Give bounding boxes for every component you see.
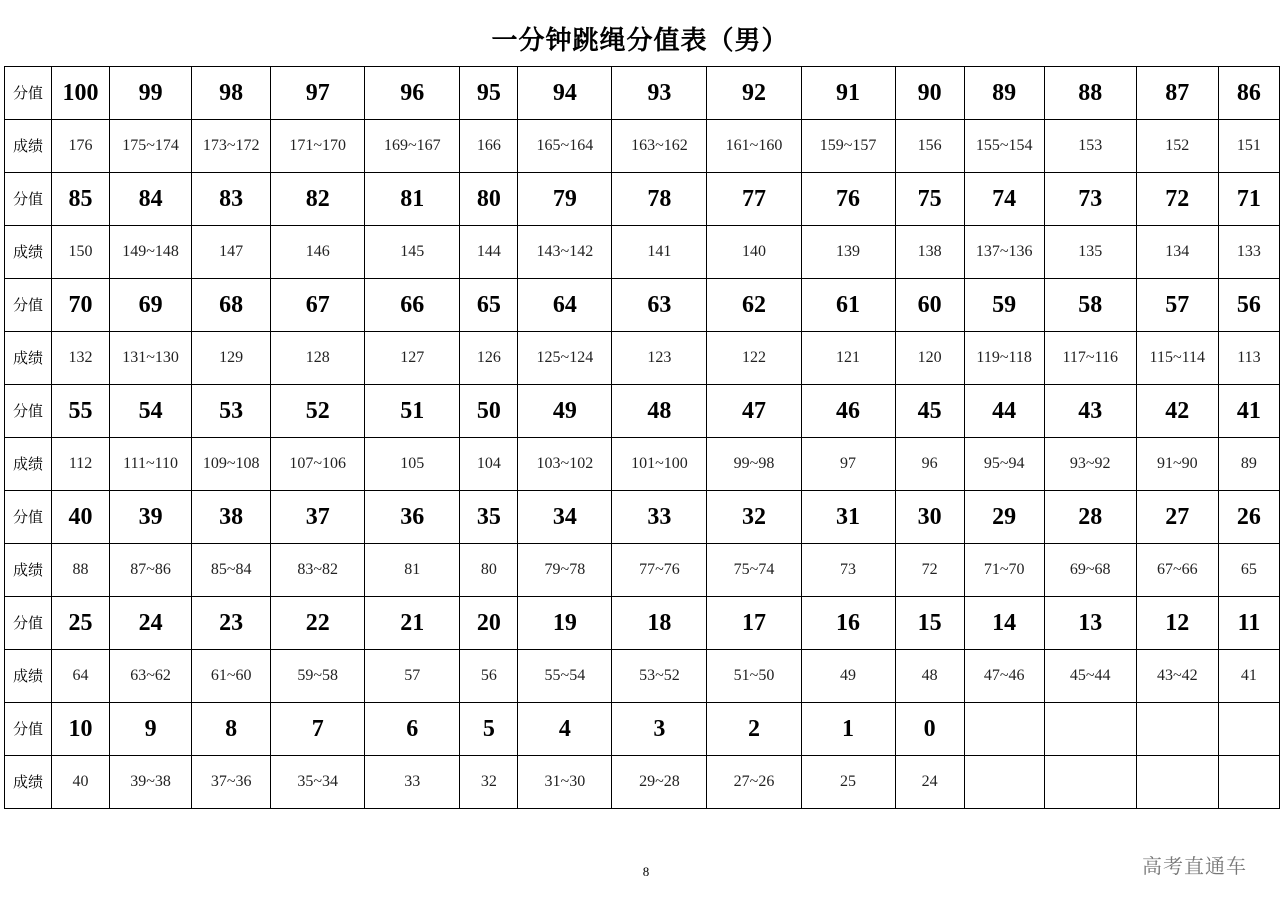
score-cell: 26 <box>1218 491 1279 544</box>
result-cell: 91~90 <box>1136 438 1218 491</box>
score-cell: 94 <box>518 67 612 120</box>
score-cell: 59 <box>964 279 1044 332</box>
score-cell: 48 <box>612 385 707 438</box>
result-cell: 137~136 <box>964 226 1044 279</box>
result-cell: 95~94 <box>964 438 1044 491</box>
score-cell: 30 <box>895 491 964 544</box>
result-cell: 47~46 <box>964 650 1044 703</box>
result-cell: 57 <box>365 650 460 703</box>
result-cell: 33 <box>365 756 460 809</box>
score-cell: 42 <box>1136 385 1218 438</box>
score-cell: 80 <box>460 173 518 226</box>
result-cell: 45~44 <box>1044 650 1136 703</box>
score-cell: 84 <box>110 173 192 226</box>
result-cell: 138 <box>895 226 964 279</box>
score-row-label: 分值 <box>5 491 52 544</box>
score-cell: 99 <box>110 67 192 120</box>
score-row-label: 分值 <box>5 597 52 650</box>
score-cell: 100 <box>52 67 110 120</box>
score-cell: 32 <box>707 491 801 544</box>
score-cell: 21 <box>365 597 460 650</box>
result-cell: 56 <box>460 650 518 703</box>
score-cell: 87 <box>1136 67 1218 120</box>
result-cell: 64 <box>52 650 110 703</box>
result-cell: 145 <box>365 226 460 279</box>
result-cell: 25 <box>801 756 895 809</box>
result-cell: 97 <box>801 438 895 491</box>
result-cell <box>1044 756 1136 809</box>
result-cell: 150 <box>52 226 110 279</box>
score-cell: 77 <box>707 173 801 226</box>
score-cell: 12 <box>1136 597 1218 650</box>
result-cell: 88 <box>52 544 110 597</box>
result-row <box>5 756 1280 809</box>
result-cell: 81 <box>365 544 460 597</box>
score-cell: 24 <box>110 597 192 650</box>
score-row-label: 分值 <box>5 173 52 226</box>
score-cell: 93 <box>612 67 707 120</box>
score-cell: 98 <box>192 67 271 120</box>
score-cell: 8 <box>192 703 271 756</box>
score-cell: 66 <box>365 279 460 332</box>
score-cell: 17 <box>707 597 801 650</box>
result-cell: 161~160 <box>707 120 801 173</box>
result-cell: 93~92 <box>1044 438 1136 491</box>
result-cell: 149~148 <box>110 226 192 279</box>
score-cell: 16 <box>801 597 895 650</box>
result-cell: 146 <box>271 226 365 279</box>
score-cell: 54 <box>110 385 192 438</box>
score-cell: 25 <box>52 597 110 650</box>
score-row <box>5 491 1280 544</box>
score-cell <box>1136 703 1218 756</box>
result-cell: 77~76 <box>612 544 707 597</box>
result-cell: 112 <box>52 438 110 491</box>
result-cell: 163~162 <box>612 120 707 173</box>
result-cell: 24 <box>895 756 964 809</box>
score-cell: 67 <box>271 279 365 332</box>
result-cell: 134 <box>1136 226 1218 279</box>
score-cell: 31 <box>801 491 895 544</box>
result-cell: 111~110 <box>110 438 192 491</box>
result-cell: 109~108 <box>192 438 271 491</box>
score-cell: 96 <box>365 67 460 120</box>
score-cell: 57 <box>1136 279 1218 332</box>
result-cell: 87~86 <box>110 544 192 597</box>
score-cell: 97 <box>271 67 365 120</box>
result-cell: 143~142 <box>518 226 612 279</box>
score-cell: 20 <box>460 597 518 650</box>
result-row-label: 成绩 <box>5 650 52 703</box>
result-cell: 103~102 <box>518 438 612 491</box>
score-cell: 65 <box>460 279 518 332</box>
score-cell: 0 <box>895 703 964 756</box>
score-cell: 40 <box>52 491 110 544</box>
result-cell: 99~98 <box>707 438 801 491</box>
score-cell: 34 <box>518 491 612 544</box>
result-cell: 79~78 <box>518 544 612 597</box>
score-cell: 52 <box>271 385 365 438</box>
score-cell: 69 <box>110 279 192 332</box>
score-row <box>5 173 1280 226</box>
result-cell: 63~62 <box>110 650 192 703</box>
result-cell: 61~60 <box>192 650 271 703</box>
score-cell: 55 <box>52 385 110 438</box>
result-cell: 140 <box>707 226 801 279</box>
score-cell: 1 <box>801 703 895 756</box>
result-cell: 29~28 <box>612 756 707 809</box>
result-cell: 151 <box>1218 120 1279 173</box>
score-table <box>4 66 1280 809</box>
result-cell: 96 <box>895 438 964 491</box>
result-cell: 48 <box>895 650 964 703</box>
score-cell: 83 <box>192 173 271 226</box>
score-cell: 2 <box>707 703 801 756</box>
score-cell: 88 <box>1044 67 1136 120</box>
score-cell: 9 <box>110 703 192 756</box>
score-cell: 76 <box>801 173 895 226</box>
result-cell: 141 <box>612 226 707 279</box>
result-row <box>5 332 1280 385</box>
result-cell: 71~70 <box>964 544 1044 597</box>
score-cell: 71 <box>1218 173 1279 226</box>
result-cell <box>1136 756 1218 809</box>
result-cell: 31~30 <box>518 756 612 809</box>
score-cell <box>1044 703 1136 756</box>
score-cell: 27 <box>1136 491 1218 544</box>
result-cell: 104 <box>460 438 518 491</box>
score-cell: 49 <box>518 385 612 438</box>
result-cell: 120 <box>895 332 964 385</box>
score-cell: 51 <box>365 385 460 438</box>
result-cell: 131~130 <box>110 332 192 385</box>
result-cell: 27~26 <box>707 756 801 809</box>
result-cell: 53~52 <box>612 650 707 703</box>
result-row <box>5 226 1280 279</box>
result-cell: 72 <box>895 544 964 597</box>
result-cell: 67~66 <box>1136 544 1218 597</box>
result-cell: 155~154 <box>964 120 1044 173</box>
score-cell: 89 <box>964 67 1044 120</box>
score-cell: 78 <box>612 173 707 226</box>
result-cell: 117~116 <box>1044 332 1136 385</box>
result-cell: 176 <box>52 120 110 173</box>
score-cell: 85 <box>52 173 110 226</box>
result-cell: 175~174 <box>110 120 192 173</box>
score-row-label: 分值 <box>5 385 52 438</box>
score-cell: 61 <box>801 279 895 332</box>
result-cell: 129 <box>192 332 271 385</box>
result-cell: 126 <box>460 332 518 385</box>
score-cell: 29 <box>964 491 1044 544</box>
score-cell <box>964 703 1044 756</box>
score-cell: 11 <box>1218 597 1279 650</box>
result-cell: 144 <box>460 226 518 279</box>
score-cell: 6 <box>365 703 460 756</box>
result-cell: 147 <box>192 226 271 279</box>
result-cell: 133 <box>1218 226 1279 279</box>
score-cell: 37 <box>271 491 365 544</box>
score-cell: 70 <box>52 279 110 332</box>
result-cell: 55~54 <box>518 650 612 703</box>
result-cell: 107~106 <box>271 438 365 491</box>
score-cell: 4 <box>518 703 612 756</box>
result-cell: 39~38 <box>110 756 192 809</box>
score-cell: 10 <box>52 703 110 756</box>
result-cell: 115~114 <box>1136 332 1218 385</box>
result-cell: 65 <box>1218 544 1279 597</box>
score-cell: 75 <box>895 173 964 226</box>
score-cell: 23 <box>192 597 271 650</box>
score-cell: 3 <box>612 703 707 756</box>
score-cell: 43 <box>1044 385 1136 438</box>
score-cell: 13 <box>1044 597 1136 650</box>
score-cell: 82 <box>271 173 365 226</box>
result-cell: 83~82 <box>271 544 365 597</box>
result-row <box>5 120 1280 173</box>
result-cell: 119~118 <box>964 332 1044 385</box>
score-cell: 53 <box>192 385 271 438</box>
score-cell: 68 <box>192 279 271 332</box>
score-cell: 92 <box>707 67 801 120</box>
result-cell: 37~36 <box>192 756 271 809</box>
result-row <box>5 438 1280 491</box>
result-cell: 173~172 <box>192 120 271 173</box>
score-row-label: 分值 <box>5 279 52 332</box>
score-cell: 45 <box>895 385 964 438</box>
result-cell: 105 <box>365 438 460 491</box>
score-cell: 14 <box>964 597 1044 650</box>
result-cell: 132 <box>52 332 110 385</box>
result-row <box>5 650 1280 703</box>
score-row-label: 分值 <box>5 67 52 120</box>
score-cell: 58 <box>1044 279 1136 332</box>
page-title: 一分钟跳绳分值表（男） <box>491 26 789 56</box>
score-cell: 47 <box>707 385 801 438</box>
result-cell: 73 <box>801 544 895 597</box>
score-cell: 79 <box>518 173 612 226</box>
result-cell <box>964 756 1044 809</box>
score-row <box>5 385 1280 438</box>
score-cell: 22 <box>271 597 365 650</box>
result-cell: 153 <box>1044 120 1136 173</box>
result-row-label: 成绩 <box>5 332 52 385</box>
score-cell: 15 <box>895 597 964 650</box>
result-cell: 85~84 <box>192 544 271 597</box>
result-cell: 35~34 <box>271 756 365 809</box>
score-row <box>5 703 1280 756</box>
result-cell: 123 <box>612 332 707 385</box>
result-cell: 49 <box>801 650 895 703</box>
score-cell: 74 <box>964 173 1044 226</box>
result-row-label: 成绩 <box>5 120 52 173</box>
score-cell: 91 <box>801 67 895 120</box>
result-row-label: 成绩 <box>5 544 52 597</box>
score-row <box>5 597 1280 650</box>
result-cell: 51~50 <box>707 650 801 703</box>
score-cell: 63 <box>612 279 707 332</box>
score-cell: 44 <box>964 385 1044 438</box>
result-cell: 89 <box>1218 438 1279 491</box>
result-cell: 121 <box>801 332 895 385</box>
result-row-label: 成绩 <box>5 438 52 491</box>
result-cell: 122 <box>707 332 801 385</box>
score-cell: 50 <box>460 385 518 438</box>
result-cell: 165~164 <box>518 120 612 173</box>
result-cell: 139 <box>801 226 895 279</box>
score-table-body <box>5 67 1280 809</box>
result-cell: 171~170 <box>271 120 365 173</box>
score-cell: 56 <box>1218 279 1279 332</box>
result-cell: 125~124 <box>518 332 612 385</box>
result-cell: 59~58 <box>271 650 365 703</box>
score-cell: 64 <box>518 279 612 332</box>
score-cell: 35 <box>460 491 518 544</box>
watermark: 高考直通车 <box>1142 854 1247 878</box>
score-cell: 38 <box>192 491 271 544</box>
score-cell: 73 <box>1044 173 1136 226</box>
result-cell: 101~100 <box>612 438 707 491</box>
result-row-label: 成绩 <box>5 226 52 279</box>
result-cell: 43~42 <box>1136 650 1218 703</box>
result-cell: 128 <box>271 332 365 385</box>
result-cell: 159~157 <box>801 120 895 173</box>
result-cell: 152 <box>1136 120 1218 173</box>
score-row-label: 分值 <box>5 703 52 756</box>
result-cell: 169~167 <box>365 120 460 173</box>
result-cell: 113 <box>1218 332 1279 385</box>
score-cell: 19 <box>518 597 612 650</box>
score-cell: 33 <box>612 491 707 544</box>
result-cell <box>1218 756 1279 809</box>
score-cell: 36 <box>365 491 460 544</box>
result-cell: 32 <box>460 756 518 809</box>
score-cell: 72 <box>1136 173 1218 226</box>
score-row <box>5 279 1280 332</box>
page-number: 8 <box>642 864 650 879</box>
score-cell: 86 <box>1218 67 1279 120</box>
score-cell: 81 <box>365 173 460 226</box>
score-cell: 62 <box>707 279 801 332</box>
result-cell: 40 <box>52 756 110 809</box>
score-cell: 18 <box>612 597 707 650</box>
result-cell: 135 <box>1044 226 1136 279</box>
score-cell: 46 <box>801 385 895 438</box>
result-row-label: 成绩 <box>5 756 52 809</box>
score-cell: 90 <box>895 67 964 120</box>
result-cell: 75~74 <box>707 544 801 597</box>
score-cell: 41 <box>1218 385 1279 438</box>
score-cell: 28 <box>1044 491 1136 544</box>
score-cell <box>1218 703 1279 756</box>
score-row <box>5 67 1280 120</box>
score-cell: 95 <box>460 67 518 120</box>
result-cell: 69~68 <box>1044 544 1136 597</box>
result-cell: 166 <box>460 120 518 173</box>
result-cell: 156 <box>895 120 964 173</box>
score-cell: 39 <box>110 491 192 544</box>
result-cell: 41 <box>1218 650 1279 703</box>
score-cell: 60 <box>895 279 964 332</box>
score-cell: 5 <box>460 703 518 756</box>
result-cell: 80 <box>460 544 518 597</box>
result-row <box>5 544 1280 597</box>
result-cell: 127 <box>365 332 460 385</box>
score-cell: 7 <box>271 703 365 756</box>
